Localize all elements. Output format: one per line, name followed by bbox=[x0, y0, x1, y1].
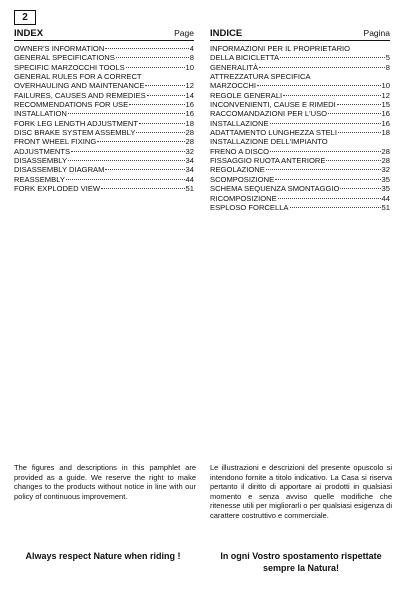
toc-entry bbox=[210, 100, 390, 109]
toc-entry-title: DELLA BICICLETTA bbox=[210, 53, 280, 63]
toc-entry bbox=[210, 63, 390, 72]
toc-entry bbox=[14, 109, 194, 118]
toc-entry-title: INSTALLAZIONE bbox=[210, 118, 269, 128]
toc-entry-title: GENERAL RULES FOR A CORRECT bbox=[14, 72, 142, 82]
toc-entry-page: 34 bbox=[185, 165, 194, 175]
toc-dot-leader bbox=[68, 113, 185, 114]
toc-entry bbox=[14, 184, 194, 193]
toc-entry bbox=[210, 175, 390, 184]
toc-entry-page: 32 bbox=[185, 146, 194, 156]
toc-entry bbox=[14, 128, 194, 137]
indice-title: INDICE bbox=[210, 28, 243, 39]
toc-entry bbox=[14, 119, 194, 128]
toc-dot-leader bbox=[147, 95, 185, 96]
toc-entry bbox=[210, 203, 390, 212]
toc-dot-leader bbox=[139, 123, 184, 124]
toc-entry-page: 16 bbox=[185, 100, 194, 110]
toc-entry-title: GENERALITÀ bbox=[210, 62, 259, 72]
toc-entry-title: OWNER'S INFORMATION bbox=[14, 44, 105, 53]
toc-entry-page: 16 bbox=[381, 109, 390, 119]
toc-entry-page: 16 bbox=[381, 118, 390, 128]
motto-english: Always respect Nature when riding ! bbox=[25, 551, 181, 561]
motto-italian: In ogni Vostro spostamento rispettate sempre la Natura! bbox=[220, 551, 382, 573]
toc-entry bbox=[210, 184, 390, 193]
toc-entry bbox=[14, 72, 194, 81]
toc-entry bbox=[14, 165, 194, 174]
page-column-label: Page bbox=[174, 28, 194, 38]
toc-entry-title: MARZOCCHI bbox=[210, 81, 256, 91]
toc-dot-leader bbox=[275, 179, 380, 180]
toc-entry-title: REASSEMBLY bbox=[14, 174, 65, 184]
index-header bbox=[14, 28, 194, 41]
toc-entry-title: ADATTAMENTO LUNGHEZZA STELI bbox=[210, 128, 338, 138]
toc-entry-title: RECOMMENDATIONS FOR USE bbox=[14, 100, 129, 110]
toc-entry bbox=[210, 44, 390, 53]
toc-entry bbox=[210, 53, 390, 62]
toc-entry-title: FRONT WHEEL FIXING bbox=[14, 137, 97, 147]
toc-entry-title: INSTALLAZIONE DELL'IMPIANTO bbox=[210, 137, 328, 147]
toc-entry bbox=[210, 91, 390, 100]
toc-dot-leader bbox=[338, 132, 381, 133]
toc-entry-page: 51 bbox=[185, 184, 194, 194]
toc-entry bbox=[14, 63, 194, 72]
index-italian bbox=[210, 28, 390, 212]
toc-entry-title: FRENO A DISCO bbox=[210, 146, 270, 156]
toc-entry-title: FAILURES, CAUSES AND REMEDIES bbox=[14, 90, 146, 100]
toc-entry bbox=[14, 137, 194, 146]
toc-dot-leader bbox=[116, 57, 189, 58]
toc-dot-leader bbox=[105, 48, 188, 49]
toc-entry bbox=[210, 137, 390, 146]
toc-dot-leader bbox=[101, 188, 184, 189]
toc-entry bbox=[210, 128, 390, 137]
toc-entry-title: RICOMPOSIZIONE bbox=[210, 193, 277, 203]
index-list bbox=[14, 44, 194, 194]
toc-entry-page: 28 bbox=[381, 156, 390, 166]
toc-entry-page: 28 bbox=[381, 146, 390, 156]
toc-dot-leader bbox=[136, 132, 184, 133]
disclaimer-english: The figures and descriptions in this pamphlet are provided as a guide. We reserve the right to make changes to the products without notice in line with our policy of continuous improvement. bbox=[14, 463, 196, 501]
toc-entry bbox=[210, 147, 390, 156]
toc-dot-leader bbox=[257, 85, 381, 86]
index-english bbox=[14, 28, 194, 194]
toc-entry-title: RACCOMANDAZIONI PER L'USO bbox=[210, 109, 328, 119]
toc-entry-page: 44 bbox=[381, 193, 390, 203]
toc-entry bbox=[210, 72, 390, 81]
pagina-column-label: Pagina bbox=[363, 28, 390, 38]
toc-entry-title: FORK LEG LENGTH ADJUSTMENT bbox=[14, 118, 139, 128]
toc-dot-leader bbox=[340, 188, 380, 189]
toc-entry-page: 32 bbox=[381, 165, 390, 175]
toc-dot-leader bbox=[266, 169, 381, 170]
toc-dot-leader bbox=[126, 67, 185, 68]
toc-entry bbox=[14, 53, 194, 62]
toc-entry bbox=[14, 100, 194, 109]
toc-entry bbox=[14, 81, 194, 90]
toc-dot-leader bbox=[290, 207, 381, 208]
toc-dot-leader bbox=[328, 113, 380, 114]
toc-entry bbox=[14, 44, 194, 53]
toc-entry-title: REGOLE GENERALI bbox=[210, 90, 283, 100]
toc-entry-title: SPECIFIC MARZOCCHI TOOLS bbox=[14, 62, 125, 72]
toc-entry-title: ATTREZZATURA SPECIFICA bbox=[210, 72, 311, 82]
toc-dot-leader bbox=[68, 160, 185, 161]
toc-entry-page: 15 bbox=[381, 100, 390, 110]
toc-entry-page: 14 bbox=[185, 90, 194, 100]
toc-dot-leader bbox=[270, 151, 380, 152]
toc-entry-page: 4 bbox=[189, 44, 194, 53]
toc-entry bbox=[14, 175, 194, 184]
toc-entry bbox=[210, 81, 390, 90]
toc-dot-leader bbox=[280, 57, 385, 58]
indice-header bbox=[210, 28, 390, 41]
toc-dot-leader bbox=[129, 104, 184, 105]
toc-entry-title: FISSAGGIO RUOTA ANTERIORE bbox=[210, 156, 326, 166]
toc-entry-page: 12 bbox=[185, 81, 194, 91]
toc-entry-page: 51 bbox=[381, 202, 390, 212]
toc-entry-page: 34 bbox=[185, 156, 194, 166]
index-title: INDEX bbox=[14, 28, 44, 39]
toc-entry-title: INCONVENIENTI, CAUSE E RIMEDI bbox=[210, 100, 336, 110]
toc-entry-title: INFORMAZIONI PER IL PROPRIETARIO bbox=[210, 44, 351, 53]
toc-dot-leader bbox=[97, 141, 184, 142]
toc-dot-leader bbox=[105, 169, 184, 170]
toc-entry bbox=[210, 156, 390, 165]
toc-entry bbox=[14, 147, 194, 156]
toc-entry bbox=[210, 165, 390, 174]
toc-entry-title: SCHEMA SEQUENZA SMONTAGGIO bbox=[210, 184, 340, 194]
toc-entry bbox=[210, 119, 390, 128]
toc-entry-page: 12 bbox=[381, 90, 390, 100]
toc-entry-page: 8 bbox=[189, 53, 194, 63]
toc-dot-leader bbox=[71, 151, 184, 152]
indice-list bbox=[210, 44, 390, 212]
toc-entry-page: 5 bbox=[385, 53, 390, 63]
toc-entry-page: 16 bbox=[185, 109, 194, 119]
toc-entry-page: 10 bbox=[185, 62, 194, 72]
toc-dot-leader bbox=[278, 198, 381, 199]
toc-entry-page: 8 bbox=[385, 62, 390, 72]
toc-entry-page: 35 bbox=[381, 174, 390, 184]
toc-entry-title: SCOMPOSIZIONE bbox=[210, 174, 275, 184]
toc-entry bbox=[14, 156, 194, 165]
toc-entry-title: DISC BRAKE SYSTEM ASSEMBLY bbox=[14, 128, 136, 138]
toc-entry-title: ESPLOSO FORCELLA bbox=[210, 202, 289, 212]
toc-entry-page: 35 bbox=[381, 184, 390, 194]
toc-dot-leader bbox=[259, 67, 385, 68]
disclaimer-italian: Le illustrazioni e descrizioni del presente opuscolo si intendono fornite a titolo indicativo. La Casa si riserva pertanto il diritto di apportare ai prodotti in qualsiasi momento e senza avviso quelle modifiche che ritenesse utili per migliorarli o per qualsiasi esigenza di carattere costruttivo e commerciale. bbox=[210, 463, 392, 520]
toc-entry-page: 28 bbox=[185, 137, 194, 147]
toc-entry-page: 28 bbox=[185, 128, 194, 138]
toc-entry-page: 18 bbox=[185, 118, 194, 128]
toc-dot-leader bbox=[270, 123, 381, 124]
toc-dot-leader bbox=[145, 85, 184, 86]
toc-entry-title: INSTALLATION bbox=[14, 109, 67, 119]
toc-entry bbox=[14, 91, 194, 100]
toc-entry-page: 10 bbox=[381, 81, 390, 91]
toc-entry-page: 18 bbox=[381, 128, 390, 138]
toc-dot-leader bbox=[337, 104, 381, 105]
toc-entry-title: REGOLAZIONE bbox=[210, 165, 265, 175]
page-number: 2 bbox=[14, 10, 36, 25]
toc-entry-title: FORK EXPLODED VIEW bbox=[14, 184, 101, 194]
toc-dot-leader bbox=[283, 95, 380, 96]
toc-dot-leader bbox=[326, 160, 380, 161]
toc-dot-leader bbox=[66, 179, 185, 180]
toc-entry-title: DISASSEMBLY bbox=[14, 156, 68, 166]
toc-entry-title: GENERAL SPECIFICATIONS bbox=[14, 53, 115, 63]
toc-entry bbox=[210, 194, 390, 203]
toc-entry bbox=[210, 109, 390, 118]
toc-entry-title: DISASSEMBLY DIAGRAM bbox=[14, 165, 105, 175]
toc-entry-title: ADJUSTMENTS bbox=[14, 146, 71, 156]
toc-entry-title: OVERHAULING AND MAINTENANCE bbox=[14, 81, 145, 91]
toc-entry-page: 44 bbox=[185, 174, 194, 184]
